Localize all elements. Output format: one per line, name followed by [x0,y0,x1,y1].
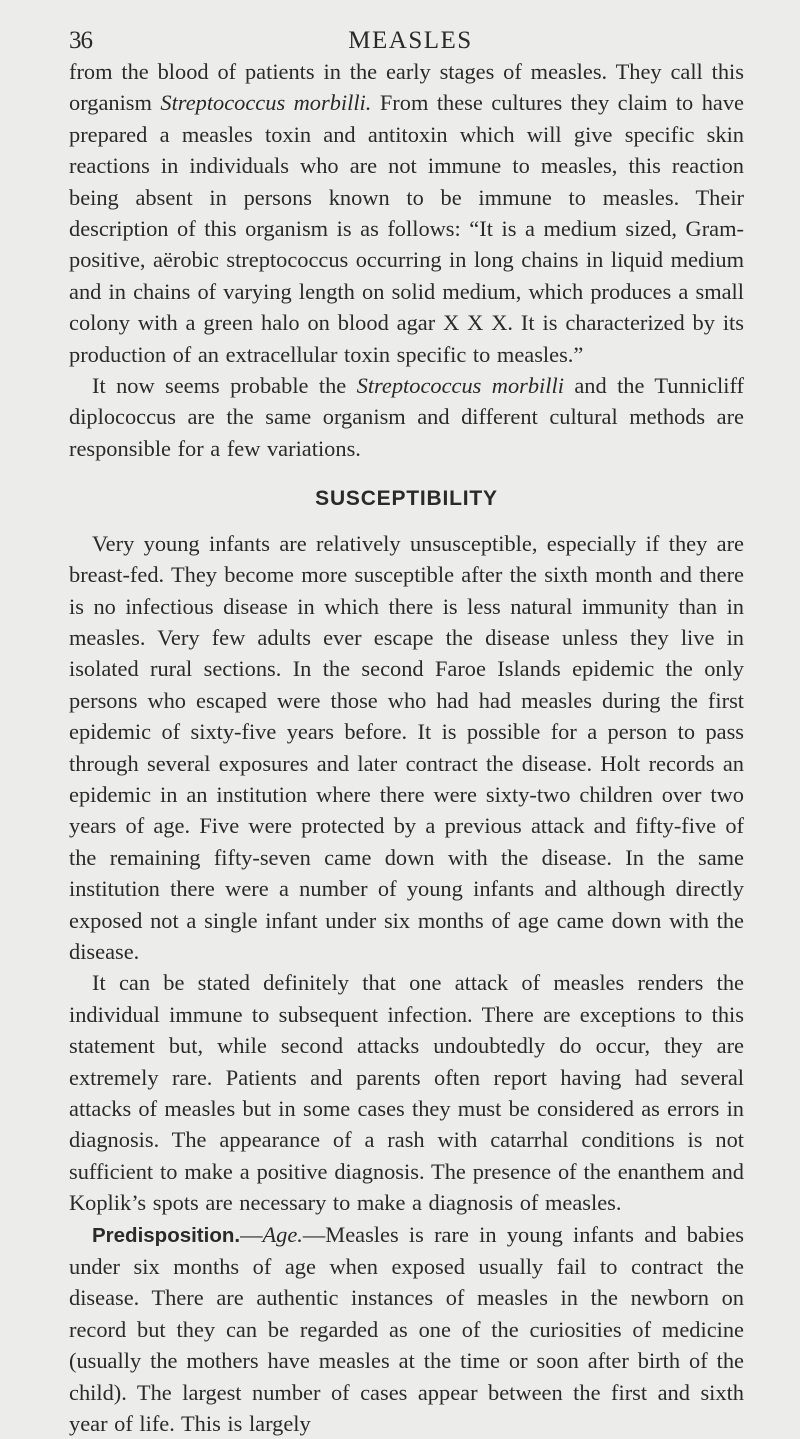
subheading-italic: Age. [262,1221,303,1247]
body-text [69,56,744,1439]
paragraph-text: —Measles is rare in young infants and babies under six months of age when exposed usually fail to contract the disease. There are authentic instances of measles in the newborn on record but they can be regarded as one of the curiosities of medicine (usually the mothers have measles at the time or soon after birth of the child). The largest number of cases appear between the first and sixth year of life. This is largely [69,1221,744,1437]
em-dash: — [240,1221,263,1247]
paragraph-text: and the Tunnicliff diplococcus are the same organism and different cultural methods are responsible for a few variations. [69,373,744,461]
section-heading: SUSCEPTIBILITY [315,487,498,511]
organism-name: Streptococcus morbilli. [160,90,372,116]
paragraph [69,370,744,464]
page-number: 36 [69,27,92,54]
paragraph-continued [69,56,744,370]
run-in-heading: Predisposition. [92,1223,241,1247]
paragraph-text: From these cultures they claim to have prepared a measles toxin and antitoxin which will give specific skin reactions in individuals who are not immune to measles, this reaction being absent in persons known to be immune to measles. Their description of this organism is as follows: “It is a medium sized, Gram-positive, aërobic streptococcus occurring in long chains in liquid medium and in chains of varying length on solid medium, which produces a small colony with a green halo on blood agar X X X. It is characterized by its production of an extracellular toxin specific to measles.” [69,90,744,367]
paragraph [69,1219,744,1439]
paragraph-text: It now seems probable the [92,373,357,399]
running-title: MEASLES [348,27,473,54]
paragraph: It can be stated definitely that one attack of measles renders the individual immune to subsequent infection. There are exceptions to this statement but, while second attacks undoubtedly do occur, they are extremely rare. Patients and parents often report having had several attacks of measles but in some cases they must be considered as errors in diagnosis. The appearance of a rash with catarrhal conditions is not sufficient to make a positive diagnosis. The presence of the enanthem and Koplik’s spots are necessary to make a diagnosis of measles. [69,970,744,1216]
organism-name: Streptococcus morbilli [356,373,564,399]
running-head [69,0,744,56]
paragraph-text: from the blood of patients in the early stages of measles. They call this organism [69,59,744,116]
paragraph: Very young infants are relatively unsusceptible, especially if they are breast-fed. They become more susceptible after the sixth month and there is no infectious disease in which there is less natural immunity than in measles. Very few adults ever escape the disease unless they live in isolated rural sections. In the second Faroe Islands epidemic the only persons who escaped were those who had had measles during the first epidemic of sixty-five years before. It is possible for a person to pass through several exposures and later contract the disease. Holt records an epidemic in an institution where there were sixty-two children over two years of age. Five were protected by a previous attack and fifty-five of the remaining fifty-seven came down with the disease. In the same institution there were a number of young infants and although directly exposed not a single infant under six months of age came down with the disease. [69,530,744,964]
